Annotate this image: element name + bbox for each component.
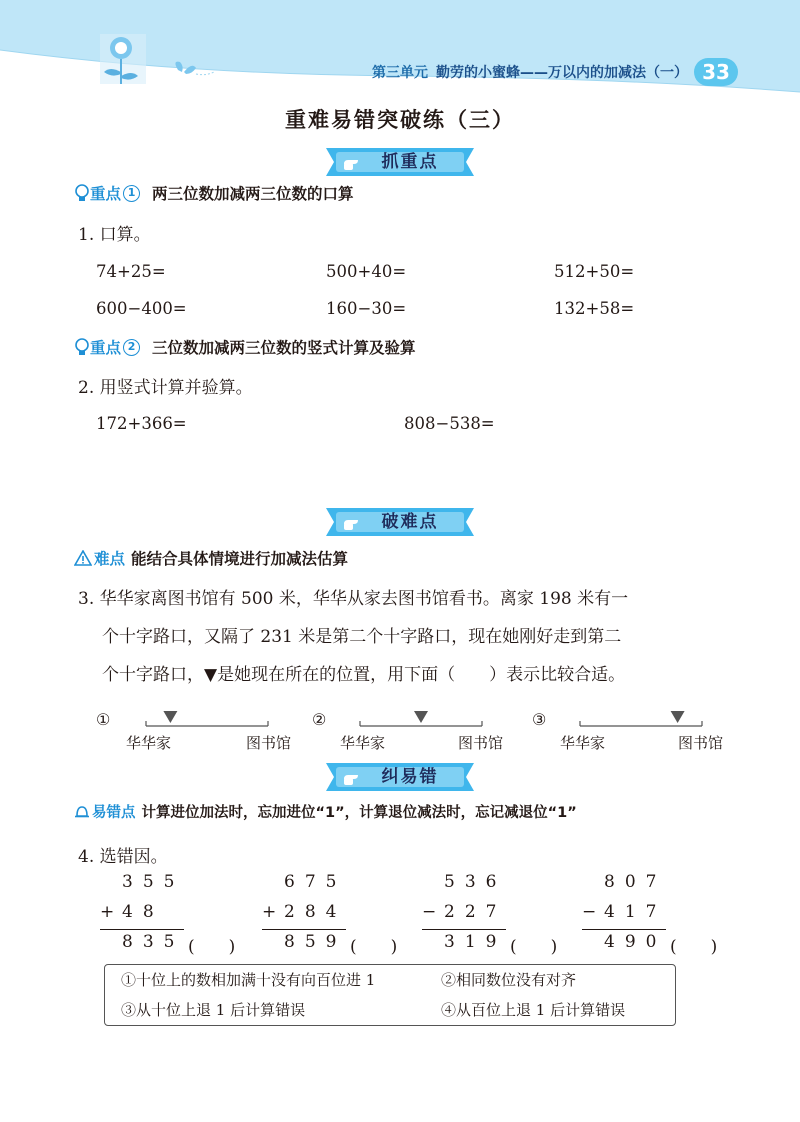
lightbulb-icon — [74, 184, 90, 202]
q3-option-3-line — [578, 710, 704, 730]
q1-label: 1. 口算。 — [78, 225, 151, 245]
key-point-2 — [74, 336, 416, 358]
q3-option-3-left: 华华家 — [560, 734, 606, 752]
q3-text — [78, 580, 738, 694]
hard-desc: 能结合具体情境进行加减法估算 — [131, 550, 349, 568]
q4-problem-4-result: 490 — [604, 932, 667, 952]
q4-reason-2: ②相同数位没有对齐 — [441, 971, 577, 989]
hard-point — [74, 547, 348, 569]
q4-problem-4 — [582, 872, 772, 964]
q4-problem-1-result: 835 — [122, 932, 185, 952]
header-title — [372, 62, 688, 82]
q1-item-5: 160−30= — [326, 299, 407, 318]
key-point-2-tag: 重点 — [90, 339, 122, 357]
key-point-2-desc: 三位数加减两三位数的竖式计算及验算 — [152, 339, 416, 357]
q4-problem-3-rule — [422, 929, 506, 930]
q1-item-3: 512+50= — [554, 262, 635, 281]
alarm-icon — [74, 804, 90, 820]
q4-problem-3-result: 319 — [444, 932, 507, 952]
q4-problem-4-op: − — [582, 902, 607, 922]
q4-reason-1: ①十位上的数相加满十没有向百位进 1 — [121, 971, 376, 989]
q4-problem-1-op: + — [100, 902, 125, 922]
key-point-1-tag: 重点 — [90, 185, 122, 203]
q4-problem-4-top: 807 — [604, 872, 667, 892]
q4-problem-2-answer[interactable]: ( ) — [350, 937, 398, 957]
q4-problem-4-answer[interactable]: ( ) — [670, 937, 718, 957]
warning-icon — [74, 550, 92, 566]
key-point-1-num: 1 — [123, 185, 140, 202]
error-desc: 计算进位加法时，忘加进位“1”，计算退位减法时，忘记减退位“1” — [141, 805, 577, 821]
q1-item-4: 600−400= — [96, 299, 187, 318]
banner-key-text: 抓重点 — [381, 152, 439, 172]
q3-option-3[interactable] — [532, 710, 742, 756]
q4-problem-2-bottom: 284 — [284, 902, 347, 922]
error-tag: 易错点 — [92, 805, 136, 821]
q4-problem-3-bottom: 227 — [444, 902, 507, 922]
error-point — [74, 801, 577, 822]
header-band — [0, 0, 800, 100]
q4-problem-2-result: 859 — [284, 932, 347, 952]
q4-problem-3-answer[interactable]: ( ) — [510, 937, 558, 957]
q4-problem-4-rule — [582, 929, 666, 930]
q4-problem-1-answer[interactable]: ( ) — [188, 937, 236, 957]
q3-option-2-right: 图书馆 — [458, 734, 504, 752]
page-title: 重难易错突破练（三） — [285, 108, 515, 132]
q3-option-2-line — [358, 710, 484, 730]
q3-option-3-num: ③ — [532, 710, 547, 729]
q4-problem-1-top: 355 — [122, 872, 185, 892]
q2-item-1: 172+366= — [96, 414, 187, 433]
q4-problem-4-bottom: 417 — [604, 902, 667, 922]
q4-problem-2-top: 675 — [284, 872, 347, 892]
banner-error-text: 纠易错 — [381, 767, 439, 787]
q4-reasons-box — [104, 964, 676, 1026]
q4-reason-3: ③从十位上退 1 后计算错误 — [121, 1001, 306, 1019]
chapter-title: 勤劳的小蜜蜂——万以内的加减法（一） — [436, 65, 688, 81]
q3-line-2: 个十字路口，又隔了 231 米是第二个十字路口，现在她刚好走到第二 — [102, 627, 622, 647]
key-point-2-num: 2 — [123, 339, 140, 356]
q3-option-3-marker — [671, 711, 685, 723]
q4-problem-2-rule — [262, 929, 346, 930]
q4-problem-2-op: + — [262, 902, 287, 922]
key-point-1-desc: 两三位数加减两三位数的口算 — [152, 185, 354, 203]
hard-tag: 难点 — [94, 550, 126, 568]
q2-item-2: 808−538= — [404, 414, 495, 433]
q3-option-1-marker — [163, 711, 177, 723]
q4-reason-4: ④从百位上退 1 后计算错误 — [441, 1001, 626, 1019]
q4-problem-3-op: − — [422, 902, 447, 922]
lightbulb-icon — [74, 338, 90, 356]
banner-hard-text: 破难点 — [381, 512, 439, 532]
q4-problem-1-bottom: 48 — [122, 902, 164, 922]
page-number: 33 — [694, 58, 738, 86]
q3-option-2[interactable] — [312, 710, 522, 756]
q3-option-1-num: ① — [96, 710, 111, 729]
q3-option-2-marker — [414, 711, 428, 723]
unit-label: 第三单元 — [372, 65, 428, 81]
q1-item-2: 500+40= — [326, 262, 407, 281]
q3-option-2-left: 华华家 — [340, 734, 386, 752]
sunflower-icon — [100, 34, 146, 84]
q1-item-6: 132+58= — [554, 299, 635, 318]
key-point-1 — [74, 182, 354, 204]
q3-option-1-right: 图书馆 — [246, 734, 292, 752]
q1-item-1: 74+25= — [96, 262, 166, 281]
q3-option-1-line — [144, 710, 270, 730]
q4-problem-1-rule — [100, 929, 184, 930]
q3-option-3-right: 图书馆 — [678, 734, 724, 752]
q4-problem-3-top: 536 — [444, 872, 507, 892]
q3-line-1: 3. 华华家离图书馆有 500 米，华华从家去图书馆看书。离家 198 米有一 — [78, 589, 629, 609]
q3-option-2-num: ② — [312, 710, 327, 729]
q2-label: 2. 用竖式计算并验算。 — [78, 378, 253, 398]
q3-option-1[interactable] — [96, 710, 296, 756]
q3-line-3: 个十字路口，▼是她现在所在的位置，用下面（ ）表示比较合适。 — [102, 665, 626, 685]
q4-label: 4. 选错因。 — [78, 847, 168, 867]
q3-option-1-left: 华华家 — [126, 734, 172, 752]
